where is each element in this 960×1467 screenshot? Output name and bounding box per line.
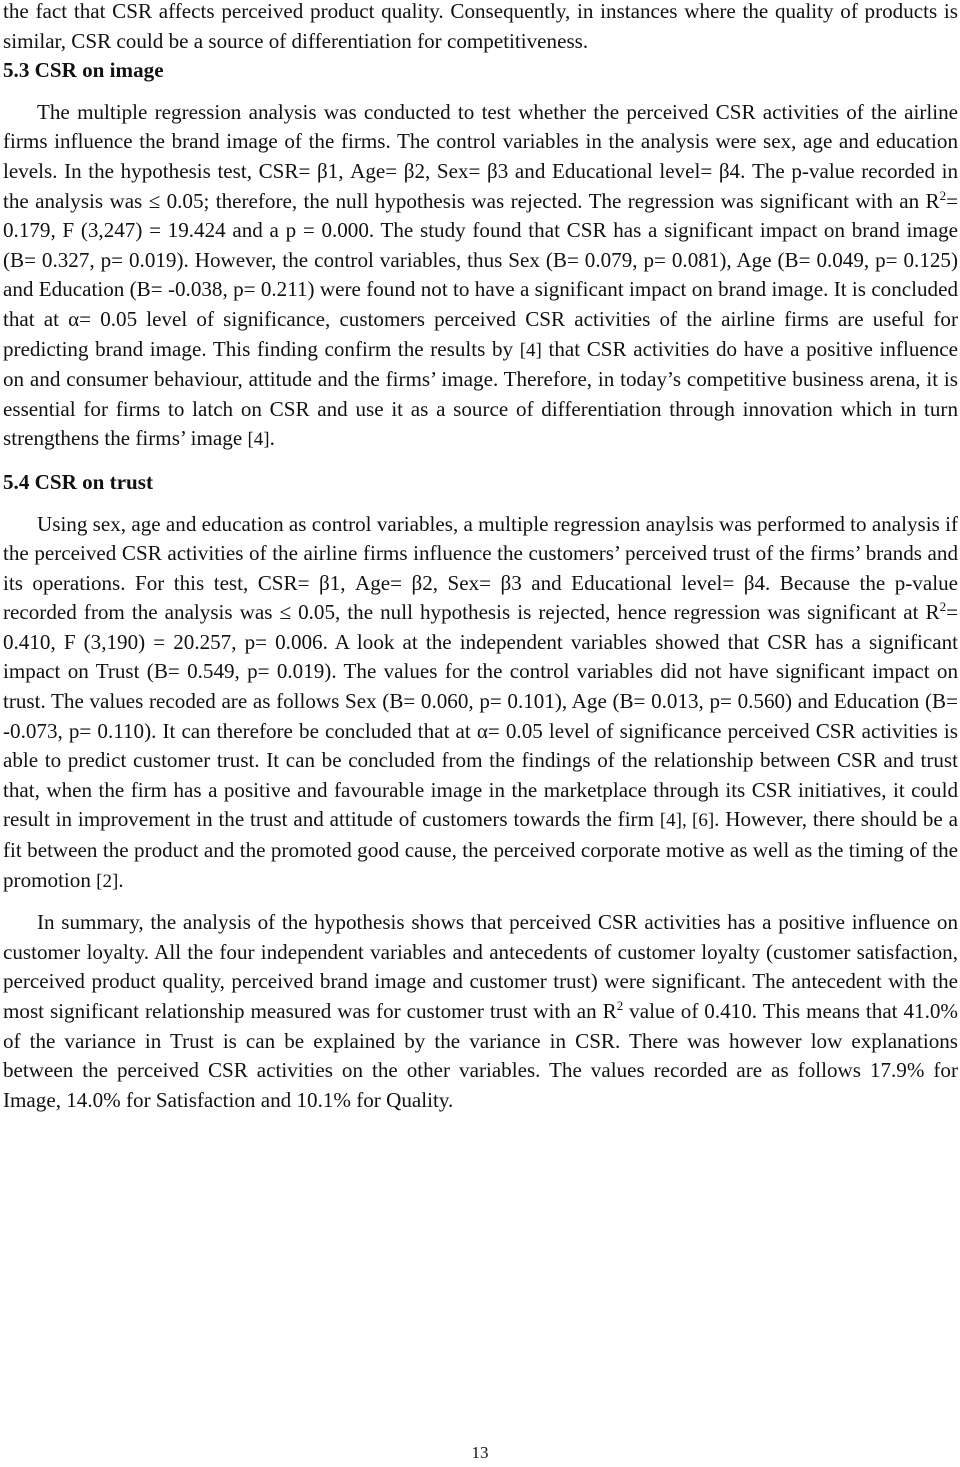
paragraph-text: . However, there should be a fit between the product and the promoted good cause, the perceived corporate motive as well as the timing of the promotion (3, 807, 958, 892)
paragraph-text: = 0.410, F (3,190) = 20.257, p= 0.006. A look at the independent variables showed that CSR has a significant impact on Trust (B= 0.549, p= 0.019). The values for the control variables did not have significant impact on trust. The values recoded are as follows Sex (B= 0.060, p= 0.101), Age (B= 0.013, p= 0.560) and Education (B= -0.073, p= 0.110). It can therefore be concluded that at α= 0.05 level of significance perceived CSR activities is able to predict customer trust. It can be concluded from the findings of the relationship between CSR and trust that, when the firm has a positive and favourable image in the marketplace through its CSR initiatives, it could result in improvement in the trust and attitude of customers towards the firm (3, 600, 958, 832)
citation: [4] (519, 339, 542, 361)
superscript: 2 (939, 599, 947, 615)
continued-paragraph (3, 0, 958, 56)
superscript: 2 (616, 998, 624, 1013)
paragraph-text: = 0.179, F (3,247) = 19.424 and a p = 0.000. The study found that CSR has a significant impact on brand image (B= 0.327, p= 0.019). However, the control variables, thus Sex (B= 0.079, p= 0.081), Age (B= 0.049, p= 0.125) and Education (B= -0.038, p= 0.211) were found not to have a significant impact on brand image. It is concluded that at α= 0.05 level of significance, customers perceived CSR activities of the airline firms are useful for predicting brand image. This finding confirm the results by (3, 188, 958, 361)
paragraph-text: . (118, 867, 124, 892)
page-number: 13 (471, 1443, 489, 1462)
paragraph-text: Using sex, age and education as control variables, a multiple regression anaylsis was performed to analysis if the perceived CSR activities of the airline firms influence the customers’ perceived trust of the firms’ brands and its operations. For this test, CSR= β1, Age= β2, Sex= β3 and Educational level= β4. Because the p-value recorded from the analysis was ≤ 0.05, the null hypothesis is rejected, hence regression was significant at R (3, 511, 958, 625)
paragraph-text: the fact that CSR affects perceived product quality. Consequently, in instances where the quality of products is similar, CSR could be a source of differentiation for competitiveness. (3, 0, 958, 53)
citation: [2] (96, 870, 119, 892)
document-page (3, 0, 958, 1115)
section-heading-csr-on-trust: 5.4 CSR on trust (3, 469, 154, 494)
citation: [4] (247, 429, 270, 451)
paragraph-text: value of 0.410. This means that 41.0% of the variance in Trust is can be explained by the variance in CSR. There was however low explanations between the perceived CSR activities on the other variables. The values recorded are as follows 17.9% for Image, 14.0% for Satisfaction and 10.1% for Quality. (3, 999, 958, 1112)
paragraph-summary (3, 908, 958, 1115)
paragraph-text: In summary, the analysis of the hypothesis shows that perceived CSR activities has a positive influence on customer loyalty. All the four independent variables and antecedents of customer loyalty (customer satisfaction, perceived product quality, perceived brand image and customer trust) were significant. The antecedent with the most significant relationship measured was for customer trust with an R (3, 910, 958, 1023)
paragraph-text: that CSR activities do have a positive influence on and consumer behaviour, attitude and the firms’ image. Therefore, in today’s competitive business arena, it is essential for firms to latch on CSR and use it as a source of differentiation through innovation which in turn strengthens the firms’ image (3, 336, 958, 451)
paragraph-csr-on-trust (3, 510, 958, 897)
superscript: 2 (939, 187, 947, 203)
paragraph-csr-on-image (3, 98, 958, 455)
paragraph-text: The multiple regression analysis was conducted to test whether the perceived CSR activities of the airline firms influence the brand image of the firms. The control variables in the analysis were sex, age and education levels. In the hypothesis test, CSR= β1, Age= β2, Sex= β3 and Educational level= β4. The p-value recorded in the analysis was ≤ 0.05; therefore, the null hypothesis was rejected. The regression was significant with an R (3, 99, 958, 213)
section-heading-csr-on-image: 5.3 CSR on image (3, 58, 164, 83)
paragraph-text: . (269, 426, 275, 451)
citation: [4], [6] (659, 810, 715, 832)
